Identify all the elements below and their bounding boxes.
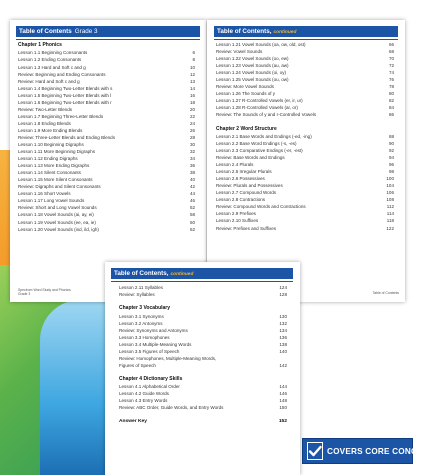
toc-entry-text: Answer Key [119,419,147,425]
toc-entry-page: 14 [189,85,195,91]
toc-entry [216,196,394,203]
toc-entry [18,169,195,176]
toc-entry-page: 96 [388,162,394,168]
toc-entry [18,78,195,85]
toc-entry-text: Lesson 1.18 Vowel Sounds (ai, ay, ei) [18,212,94,218]
toc-entry-text: Lesson 1.16 Short Vowels [18,191,71,197]
toc-entry-text: Lesson 1.12 Ending Digraphs [18,156,78,162]
toc-entry-page: 6 [192,50,195,56]
chapter-title: Chapter 3 Vocabulary [119,305,171,312]
toc-entry [18,176,195,183]
chapter-title: Chapter 1 Phonics [18,42,62,48]
toc-entry [18,204,195,211]
toc-entry-text: Lesson 4.3 Entry Words [119,398,168,404]
chapter-title: Chapter 4 Dictionary Skills [119,375,183,382]
page-footer: Table of Contents [372,291,399,295]
toc-entry [18,197,195,204]
checkmark-icon [307,442,323,460]
toc-entry-text: Lesson 1.27 R-Controlled Vowels (er, ir, ur) [216,98,303,104]
toc-entry [18,219,195,226]
toc-entry-page: 92 [388,148,394,154]
badge-label: COVERS CORE CONCEPTS [327,446,439,456]
toc-entry-page: 142 [279,362,287,368]
toc-entry-page: 44 [189,191,195,197]
toc-entry-text: Lesson 2.1 Base Words and Endings (-ed, -ing) [216,133,312,139]
toc-entry-page: 140 [279,348,287,354]
toc-entry-text: Lesson 1.20 Vowel Sounds (ind, ild, igh) [18,226,99,232]
toc-entry [18,99,195,106]
toc-entry [216,111,394,118]
toc-entry [216,203,394,210]
footer-grade: Grade 3 [18,292,31,297]
toc-entry-page: 94 [388,155,394,161]
toc-entry-page: 84 [388,105,394,111]
toc-entry [216,168,394,175]
toc-entry [119,404,287,411]
toc-entry-page: 106 [386,190,394,196]
toc-entry-text: Lesson 1.1 Beginning Consonants [18,50,88,56]
toc-entry-text: Review: Base Words and Endings [216,155,285,161]
answer-key-entry [119,418,287,425]
toc-entry-text: Lesson 1.3 Hard and Soft c and g [18,64,86,70]
toc-entry-page: 68 [388,49,394,55]
toc-header-title: Table of Contents, [217,28,272,35]
toc-entry-text: Lesson 4.2 Guide Words [119,391,169,397]
toc-entry [18,113,195,120]
toc-entry-page: 82 [388,98,394,104]
toc-entry [216,90,394,97]
toc-entry-text: Review: Vowel Sounds [216,49,263,55]
toc-entry-text: Lesson 1.9 More Ending Blends [18,127,83,133]
toc-entry-text: Review: Beginning and Ending Consonants [18,71,106,77]
toc-entry-text: Lesson 1.25 Vowel Sounds (ou, ow) [216,77,289,83]
toc-entry-text: Lesson 1.22 Vowel Sounds (oo, ew) [216,56,289,62]
toc-entry [18,134,195,141]
toc-entry [18,92,195,99]
toc-entry-text: Review: Prefixes and Suffixes [216,225,277,231]
toc-entry [119,327,287,334]
toc-entry-text: Lesson 2.10 Suffixes [216,218,259,224]
toc-entry-text: Lesson 1.15 More Silent Consonants [18,177,93,183]
toc-entry [18,127,195,134]
toc-entry [216,154,394,161]
toc-entry-page: 34 [189,156,195,162]
toc-header [111,268,293,279]
toc-entry [18,226,195,233]
toc-entry-text: Lesson 2.2 Base Word Endings (-s, -es) [216,140,297,146]
toc-header-title: Table of Contents, [114,270,169,277]
toc-entry-text: Lesson 1.14 Silent Consonants [18,170,81,176]
toc-entry [119,348,287,355]
toc-entry-text: Lesson 1.28 R-Controlled Vowels (ar, or) [216,105,298,111]
toc-entry-text: Lesson 1.17 Long Vowel Sounds [18,198,85,204]
toc-entry [216,104,394,111]
toc-entry-text: Review: More Vowel Sounds [216,84,274,90]
toc-entry [119,320,287,327]
toc-entry-page: 88 [388,133,394,139]
toc-entry-text: Lesson 1.4 Beginning Two-Letter Blends with s [18,85,113,91]
toc-entry [18,183,195,190]
toc-entry-page: 28 [189,134,195,140]
toc-entry-page: 104 [386,183,394,189]
toc-entry-page: 114 [386,211,394,217]
toc-entry [18,211,195,218]
toc-entry-text: Lesson 2.11 Syllables [119,285,163,290]
toc-entry [18,106,195,113]
toc-entry-page: 40 [189,177,195,183]
toc-entry-page: 26 [189,127,195,133]
covers-core-concepts-badge [302,438,439,464]
toc-entry-page: 128 [279,292,287,298]
toc-entry-page: 18 [189,99,195,105]
toc-entry-page: 10 [189,64,195,70]
toc-entry-page: 16 [189,92,195,98]
toc-entry [216,55,394,62]
toc-header-title: Table of Contents [19,28,72,35]
toc-entry-page: 46 [189,198,195,204]
toc-entry-text: Lesson 1.11 More Beginning Digraphs [18,149,96,155]
toc-entry [18,162,195,169]
toc-entry-page: 122 [386,225,394,231]
continued-label: continued [273,30,297,35]
toc-entry-text: Lesson 3.2 Antonyms [119,320,163,326]
toc-entry [216,210,394,217]
toc-entry-page: 76 [388,77,394,83]
toc-entry-text: Review: Homophones, Multiple-Meaning Words, [119,355,217,361]
toc-entry-page: 136 [279,334,287,340]
toc-entry [216,41,394,48]
toc-page-2 [207,20,405,302]
toc-entry-page: 12 [189,71,195,77]
toc-entry-page: 86 [388,112,394,118]
toc-entry-page: 124 [279,285,287,290]
header-rule [111,281,293,282]
toc-entry-page: 66 [388,42,394,47]
toc-entry-page: 60 [189,219,195,225]
toc-entry-page: 108 [386,197,394,203]
toc-entry [18,148,195,155]
toc-entry-text: Lesson 1.23 Vowel Sounds (au, aw) [216,63,289,69]
toc-page-1 [10,20,206,302]
toc-entry-text: Review: Synonyms and Antonyms [119,327,188,333]
toc-entry [216,97,394,104]
toc-entry [18,56,195,63]
toc-entry-text: Lesson 1.26 The Sounds of y [216,91,276,97]
toc-entry-text: Lesson 2.4 Plurals [216,162,254,168]
toc-entry-page: 22 [189,113,195,119]
toc-entry [216,140,394,147]
toc-entry [18,120,195,127]
toc-entry-page: 152 [278,419,287,425]
toc-entry [119,313,287,320]
toc-entry-text: Figures of Speech [119,362,156,368]
toc-entry-page: 62 [189,226,195,232]
toc-page-3 [105,262,300,475]
toc-entry-text: Lesson 1.8 Ending Blends [18,120,71,126]
toc-entry-text: Lesson 1.24 Vowel Sounds (oi, oy) [216,70,287,76]
toc-entry [18,49,195,56]
toc-entry-text: Lesson 1.2 Ending Consonants [18,57,82,63]
toc-entry-page: 52 [189,205,195,211]
toc-entry [119,291,287,298]
toc-entry-page: 148 [279,398,287,404]
toc-entry-page: 30 [189,142,195,148]
toc-entry [18,64,195,71]
toc-entry [119,334,287,341]
toc-entry-text: Lesson 1.19 Vowel Sounds (ee, ea, ie) [18,219,96,225]
toc-entry [18,85,195,92]
toc-entry-page: 32 [189,149,195,155]
toc-entry-page: 8 [192,57,195,63]
toc-entry-text: Lesson 2.7 Compound Words [216,190,277,196]
toc-entry [216,69,394,76]
toc-entry-page: 58 [189,212,195,218]
toc-entry [216,48,394,55]
toc-entry [216,189,394,196]
toc-entry [216,83,394,90]
toc-entry-page: 144 [279,384,287,390]
toc-entry-text: Lesson 1.21 Vowel Sounds (oa, ow, old, ost) [216,42,306,47]
toc-entry-text: Lesson 3.1 Synonyms [119,313,164,319]
toc-entry-page: 90 [388,140,394,146]
toc-entry [216,182,394,189]
toc-entry-text: Lesson 2.9 Prefixes [216,211,256,217]
toc-entry-text: Lesson 1.5 Beginning Two-Letter Blends with l [18,92,112,98]
toc-entry-page: 146 [279,391,287,397]
toc-entry-text: Review: The Sounds of y and r-Controlled Vowels [216,112,317,118]
toc-entry [18,155,195,162]
toc-entry [216,225,394,232]
toc-entry-page: 130 [279,313,287,319]
toc-header [214,26,398,37]
toc-entry [18,141,195,148]
toc-entry [216,133,394,140]
header-rule [214,39,398,40]
toc-entry-text: Review: Compound Words and Contractions [216,204,306,210]
toc-entry-page: 138 [279,341,287,347]
toc-entry [119,284,287,291]
toc-entry-page: 134 [279,327,287,333]
toc-entry [216,62,394,69]
chapter-title: Chapter 2 Word Structure [216,125,277,132]
toc-entry-text: Review: Hard and Soft c and g [18,78,80,84]
toc-entry-text: Lesson 1.10 Beginning Digraphs [18,142,84,148]
toc-entry-page: 100 [386,176,394,182]
toc-entry-page: 38 [189,170,195,176]
toc-entry [119,362,287,369]
toc-entry-text: Lesson 3.3 Homophones [119,334,170,340]
toc-entry-text: Lesson 3.4 Multiple-Meaning Words [119,341,192,347]
toc-entry [119,390,287,397]
toc-entry [216,76,394,83]
toc-entry-text: Review: ABC Order, Guide Words, and Entry Words [119,405,224,411]
toc-list [216,41,394,232]
toc-entry-page: 72 [388,63,394,69]
toc-entry-text: Review: Plurals and Possessives [216,183,283,189]
toc-entry [119,397,287,404]
toc-entry-page: 36 [189,163,195,169]
toc-entry [18,190,195,197]
toc-entry [18,71,195,78]
toc-list [18,42,195,233]
toc-entry [216,217,394,224]
toc-entry-text: Review: Three-Letter Blends and Ending Blends [18,134,115,140]
toc-entry [216,147,394,154]
toc-entry [216,161,394,168]
toc-entry-text: Review: Short and Long Vowel Sounds [18,205,97,211]
continued-label: continued [170,272,194,277]
toc-entry-text: Lesson 1.13 More Ending Digraphs [18,163,90,169]
toc-entry-page: 118 [386,218,394,224]
toc-entry-page: 42 [189,184,195,190]
toc-entry-text: Review: Syllables [119,292,155,298]
toc-entry-page: 132 [279,320,287,326]
toc-entry-page: 80 [388,91,394,97]
toc-entry [119,383,287,390]
grade-label: Grade 3 [74,28,98,35]
toc-entry-text: Lesson 1.7 Beginning Three-Letter Blends [18,113,104,119]
toc-entry-text: Lesson 1.6 Beginning Two-Letter Blends with r [18,99,112,105]
toc-entry [119,341,287,348]
toc-entry-page: 112 [386,204,394,210]
toc-entry-text: Review: Digraphs and Silent Consonants [18,184,101,190]
toc-entry-page: 78 [388,84,394,90]
toc-entry-page: 70 [388,56,394,62]
toc-entry-text: Lesson 4.1 Alphabetical Order [119,384,180,390]
toc-entry-text: Lesson 2.5 Irregular Plurals [216,169,272,175]
toc-entry [119,355,287,362]
toc-entry [216,175,394,182]
toc-entry-text: Review: Two-Letter Blends [18,106,72,112]
toc-entry-text: Lesson 2.6 Possessives [216,176,265,182]
page-footer [18,288,71,296]
footer-book-title: Spectrum Word Study and Phonics [18,288,71,292]
toc-entry-text: Lesson 2.8 Contractions [216,197,266,203]
toc-entry-page: 20 [189,106,195,112]
toc-entry-page: 98 [388,169,394,175]
toc-entry-page: 74 [388,70,394,76]
toc-entry-page: 24 [189,120,195,126]
toc-entry-text: Lesson 3.5 Figures of Speech [119,348,180,354]
toc-entry-text: Lesson 2.3 Comparative Endings (-er, -est) [216,148,303,154]
toc-header [16,26,200,37]
header-rule [16,39,200,40]
toc-entry-page: 13 [189,78,195,84]
toc-list [119,284,287,426]
toc-entry-page: 150 [279,405,287,411]
